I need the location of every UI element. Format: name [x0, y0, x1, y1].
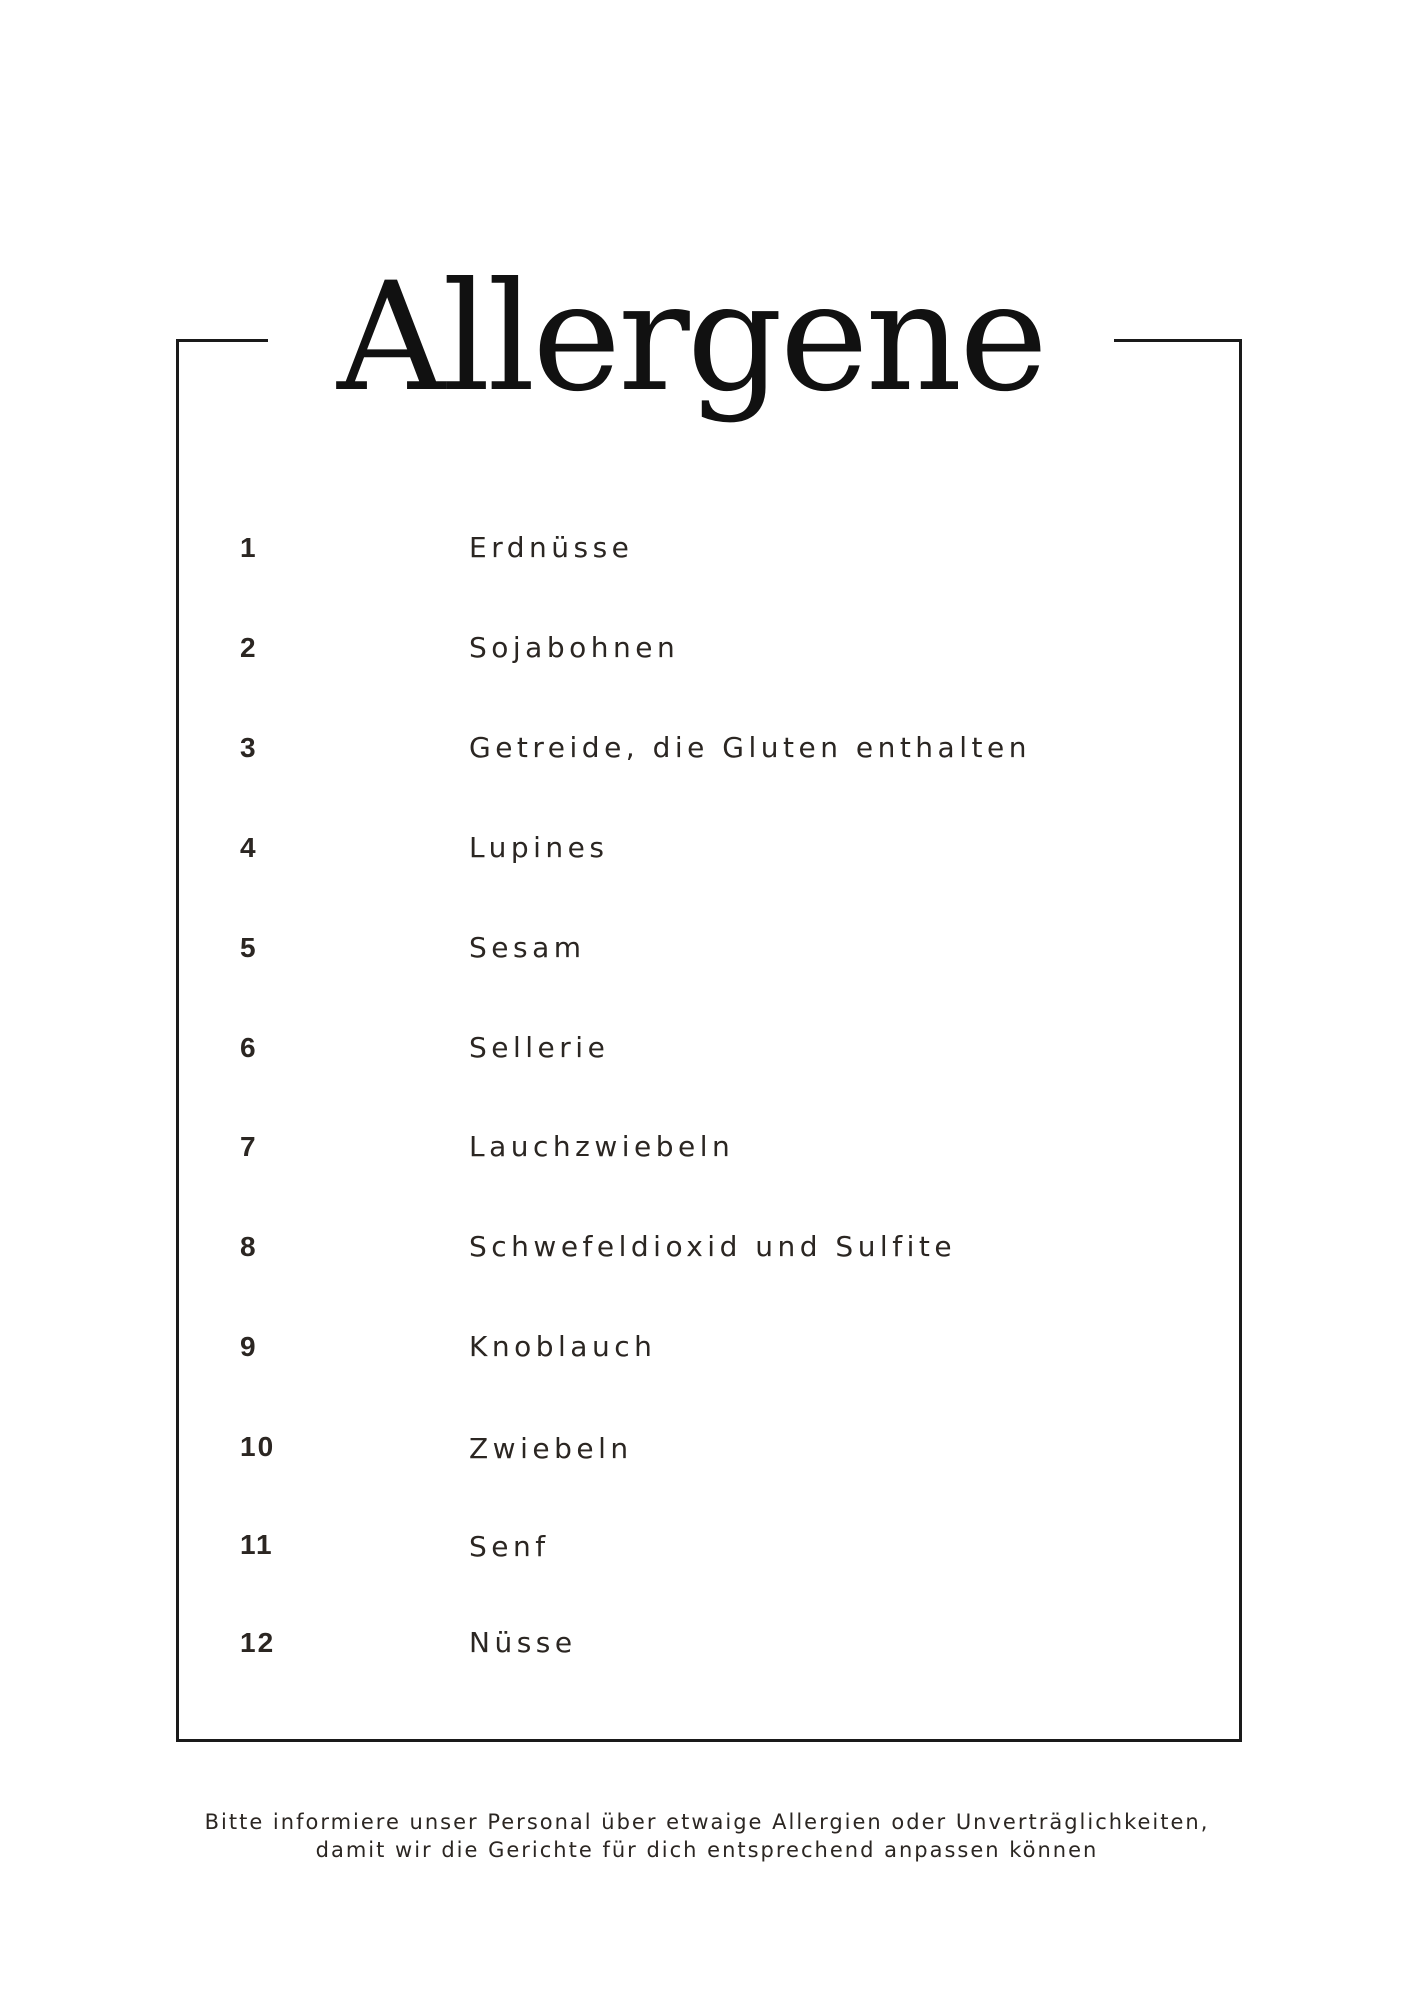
allergen-name: Schwefeldioxid und Sulfite	[469, 1230, 957, 1263]
allergen-name: Getreide, die Gluten enthalten	[469, 731, 1031, 764]
allergen-name: Erdnüsse	[469, 531, 634, 564]
list-item	[0, 828, 1414, 868]
allergen-number: 1	[240, 532, 258, 563]
list-item	[0, 1127, 1414, 1167]
allergen-name: Sesam	[469, 931, 586, 964]
allergen-name: Knoblauch	[469, 1330, 657, 1363]
allergen-name: Lauchzwiebeln	[469, 1130, 735, 1163]
allergen-name: Sellerie	[469, 1031, 610, 1064]
list-item	[0, 1327, 1414, 1367]
allergen-name: Senf	[469, 1530, 550, 1563]
allergen-name: Zwiebeln	[469, 1432, 633, 1465]
list-item	[0, 1028, 1414, 1068]
list-item	[0, 1623, 1414, 1663]
allergen-name: Sojabohnen	[469, 631, 680, 664]
allergen-name: Nüsse	[469, 1626, 577, 1659]
notice-line-2: damit wir die Gerichte für dich entsprechend anpassen können	[315, 1838, 1099, 1862]
allergen-number: 9	[240, 1331, 258, 1362]
allergen-number: 8	[240, 1231, 258, 1262]
notice-line-1: Bitte informiere unser Personal über etwaige Allergien oder Unverträglichkeiten,	[204, 1810, 1210, 1834]
list-item	[0, 728, 1414, 768]
allergen-number: 12	[240, 1627, 276, 1658]
allergen-name: Lupines	[469, 831, 609, 864]
allergen-number: 10	[240, 1431, 276, 1462]
allergen-number: 5	[240, 932, 258, 963]
page-title: Allergene	[337, 251, 1045, 425]
allergen-number: 4	[240, 832, 258, 863]
list-item	[0, 1525, 1414, 1565]
list-item	[0, 1427, 1414, 1467]
list-item	[0, 528, 1414, 568]
allergen-number: 6	[240, 1032, 258, 1063]
allergen-number: 2	[240, 632, 258, 663]
allergy-notice	[100, 1808, 1314, 1864]
list-item	[0, 628, 1414, 668]
allergen-number: 11	[240, 1529, 274, 1560]
list-item	[0, 928, 1414, 968]
allergen-number: 3	[240, 732, 258, 763]
list-item	[0, 1227, 1414, 1267]
allergen-number: 7	[240, 1131, 258, 1162]
